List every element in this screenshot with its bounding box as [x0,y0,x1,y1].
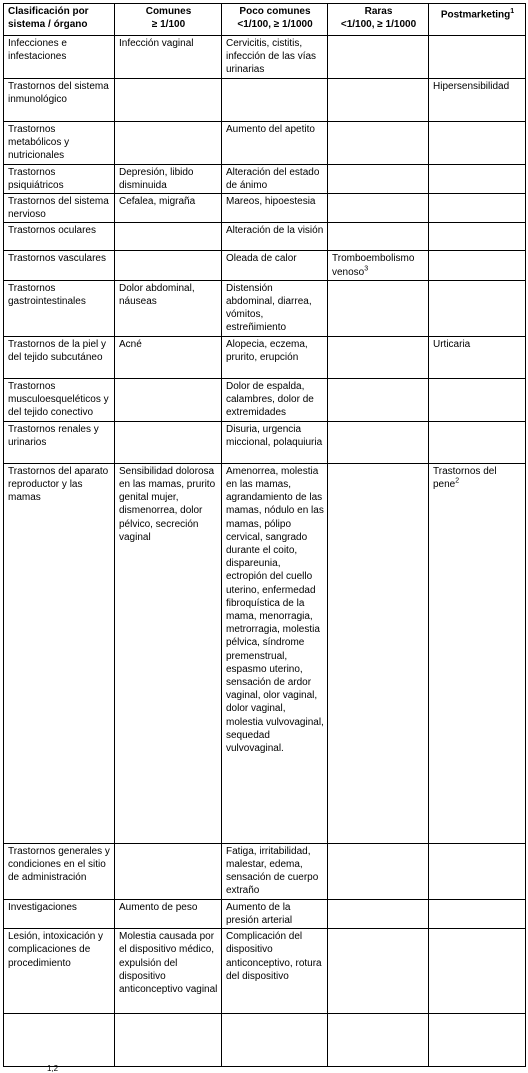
cell-uncommon-text: Distensión abdominal, diarrea, vómitos, estreñimiento [226,282,312,334]
header-organ-class: Clasificación por sistema / órgano [4,4,115,36]
header-uncommon-label: Poco comunes [239,6,311,17]
cell-common [115,421,222,463]
table-row [4,280,526,336]
cell-postmarketing [429,421,526,463]
table-row [4,251,526,280]
cell-postmarketing [429,194,526,223]
cell-common [115,899,222,928]
table-row [4,899,526,928]
cell-uncommon [222,194,328,223]
cell-common-text: Molestia causada por el dispositivo médico, expulsión del dispositivo anticonceptivo vaginal [119,931,218,996]
cell-common [115,36,222,79]
cell-postmarketing [429,121,526,164]
cell-uncommon-text: Cervicitis, cistitis, infección de las vías urinarias [226,38,317,76]
cell-common [115,164,222,193]
cell-uncommon-text: Complicación del dispositivo anticonceptivo, rotura del dispositivo [226,931,322,982]
cell-organ-class-text: Investigaciones [8,901,77,913]
cell-common [115,336,222,378]
cell-organ-class-text: Trastornos del sistema inmunológico [8,80,109,105]
cell-postmarketing-text: Hipersensibilidad [433,80,510,92]
cell-common-text: Infección vaginal [119,38,194,49]
cell-common [115,251,222,280]
cell-rare [328,280,429,336]
cell-common [115,463,222,843]
header-common-range: ≥ 1/100 [151,19,186,31]
cell-postmarketing [429,78,526,121]
cell-uncommon-text: Amenorrea, molestia en las mamas, agrandamiento de las mamas, nódulo en las mamas, pólipo cervical, sangrado durante el coito, dispareunia, ectropión del cuello uterino, enfermedad fibroquística de la mama, menorragia, metrorragia, molestia pélvica, síndrome premenstrual, espasmo uterino, sensación de ardor vaginal, olor vaginal, dolor vaginal, molestia vulvovaginal, sequedad vulvovaginal. [226,465,324,755]
cell-common-text: Aumento de peso [119,901,198,913]
cell-uncommon [222,280,328,336]
cell-common [115,843,222,899]
header-postmarketing [429,4,526,36]
header-uncommon-range: <1/100, ≥ 1/1000 [237,19,313,31]
cell-uncommon-text: Alopecia, eczema, prurito, erupción [226,338,308,364]
table-row [4,78,526,121]
cell-organ-class-text: Trastornos metabólicos y nutricionales [8,123,70,162]
cell-uncommon-text: Alteración de la visión [226,225,324,237]
cell-uncommon [222,121,328,164]
cell-postmarketing [429,36,526,79]
cell-rare [328,336,429,378]
cell-organ-class [4,251,115,280]
table-row [4,36,526,79]
cell-uncommon [222,899,328,928]
cell-uncommon [222,421,328,463]
cell-uncommon [222,378,328,421]
table-row [4,164,526,193]
cell-postmarketing [429,463,526,843]
cell-rare [328,843,429,899]
cell-uncommon [222,463,328,843]
cell-rare [328,223,429,251]
cell-common-text: Dolor abdominal, náuseas [119,282,195,308]
cell-postmarketing [429,164,526,193]
cell-rare [328,421,429,463]
table-row [4,463,526,843]
cell-postmarketing-text: Urticaria [433,338,471,350]
cell-common [115,121,222,164]
cell-organ-class-text: Trastornos psiquiátricos [8,166,64,191]
cell-common-text: Sensibilidad dolorosa en las mamas, prurito genital mujer, dismenorrea, dolor pélvico, secreción vaginal [119,465,216,543]
cell-common-text: Depresión, libido disminuida [119,166,194,191]
cell-postmarketing [429,280,526,336]
cell-rare [328,78,429,121]
cell-postmarketing [429,929,526,1014]
cell-organ-class-text: Trastornos gastrointestinales [8,282,86,308]
adverse-reactions-table [3,3,526,1067]
cell-uncommon [222,843,328,899]
cell-uncommon-text: Alteración del estado de ánimo [226,166,320,191]
cell-rare [328,899,429,928]
cell-organ-class [4,336,115,378]
cell-rare [328,1014,429,1067]
cell-common [115,1014,222,1067]
table-row [4,194,526,223]
cell-organ-class-text: Trastornos renales y urinarios [8,423,99,449]
cell-organ-class-text: Trastornos oculares [8,225,96,237]
cell-organ-class [4,280,115,336]
cell-common [115,78,222,121]
table-body [4,36,526,1067]
cell-uncommon [222,251,328,280]
cell-organ-class [4,378,115,421]
cell-organ-class [4,421,115,463]
cell-common [115,378,222,421]
cell-rare [328,251,429,280]
cell-postmarketing [429,378,526,421]
cell-uncommon [222,36,328,79]
cell-organ-class [4,223,115,251]
cell-uncommon-text: Dolor de espalda, calambres, dolor de extremidades [226,380,314,419]
cell-common-text: Cefalea, migraña [119,196,196,208]
cell-postmarketing [429,899,526,928]
cell-organ-class-text: Trastornos generales y condiciones en el sitio de administración [8,845,110,884]
cell-uncommon-text: Mareos, hipoestesia [226,196,316,208]
cell-organ-class [4,78,115,121]
cell-organ-class [4,36,115,79]
cell-rare [328,463,429,843]
cell-uncommon [222,164,328,193]
cell-postmarketing-text: Trastornos del pene [433,465,497,491]
header-postmarketing-footnote-ref: 1 [510,8,515,15]
table-row [4,843,526,899]
cell-uncommon [222,223,328,251]
header-rare-range: <1/100, ≥ 1/1000 [340,19,417,31]
header-common [115,4,222,36]
cell-uncommon-text: Aumento del apetito [226,123,315,135]
cell-organ-class-text: Lesión, intoxicación y complicaciones de procedimiento [8,931,104,969]
cell-uncommon-text: Fatiga, irritabilidad, malestar, edema, sensación de cuerpo extraño [226,845,319,897]
cell-uncommon [222,336,328,378]
cell-common-text: Acné [119,338,142,350]
header-rare [328,4,429,36]
table-row [4,378,526,421]
cell-organ-class [4,843,115,899]
cell-uncommon [222,78,328,121]
header-postmarketing-label: Postmarketing [440,9,511,21]
cell-rare-text: Tromboembolismo venoso [332,253,415,278]
table-row [4,421,526,463]
cell-postmarketing [429,843,526,899]
cell-postmarketing [429,223,526,251]
footnote-marker: 1,2 [47,1064,59,1073]
cell-organ-class-text: Trastornos vasculares [8,253,106,265]
cell-organ-class [4,194,115,223]
cell-rare [328,929,429,1014]
footnote-ref: 2 [455,477,460,485]
header-row [4,4,526,36]
table-row [4,223,526,251]
cell-uncommon-text: Disuria, urgencia miccional, polaquiuria [226,423,323,449]
table-row [4,1014,526,1067]
cell-rare [328,164,429,193]
cell-organ-class-text: Trastornos del aparato reproductor y las mamas [8,465,109,504]
cell-postmarketing [429,251,526,280]
cell-organ-class [4,899,115,928]
cell-uncommon [222,929,328,1014]
table-row [4,929,526,1014]
cell-rare [328,194,429,223]
table-row [4,336,526,378]
footnote-ref: 3 [364,265,369,273]
cell-organ-class [4,929,115,1014]
cell-rare [328,378,429,421]
cell-rare [328,36,429,79]
table-row [4,121,526,164]
header-rare-label: Raras [364,6,393,17]
cell-postmarketing [429,1014,526,1067]
cell-organ-class [4,1014,115,1067]
cell-organ-class-text: Infecciones e infestaciones [8,38,67,63]
header-uncommon [222,4,328,36]
cell-rare [328,121,429,164]
cell-common [115,929,222,1014]
cell-organ-class [4,164,115,193]
cell-organ-class-text: Trastornos del sistema nervioso [8,196,109,221]
cell-organ-class [4,463,115,843]
cell-uncommon-text: Aumento de la presión arterial [226,901,293,927]
cell-organ-class-text: Trastornos de la piel y del tejido subcutáneo [8,338,107,364]
cell-common [115,280,222,336]
cell-common [115,194,222,223]
cell-common [115,223,222,251]
cell-organ-class [4,121,115,164]
cell-uncommon-text: Oleada de calor [226,253,297,265]
header-common-label: Comunes [145,6,192,17]
cell-postmarketing [429,336,526,378]
cell-organ-class-text: Trastornos musculoesqueléticos y del tejido conectivo [8,380,109,419]
cell-uncommon [222,1014,328,1067]
